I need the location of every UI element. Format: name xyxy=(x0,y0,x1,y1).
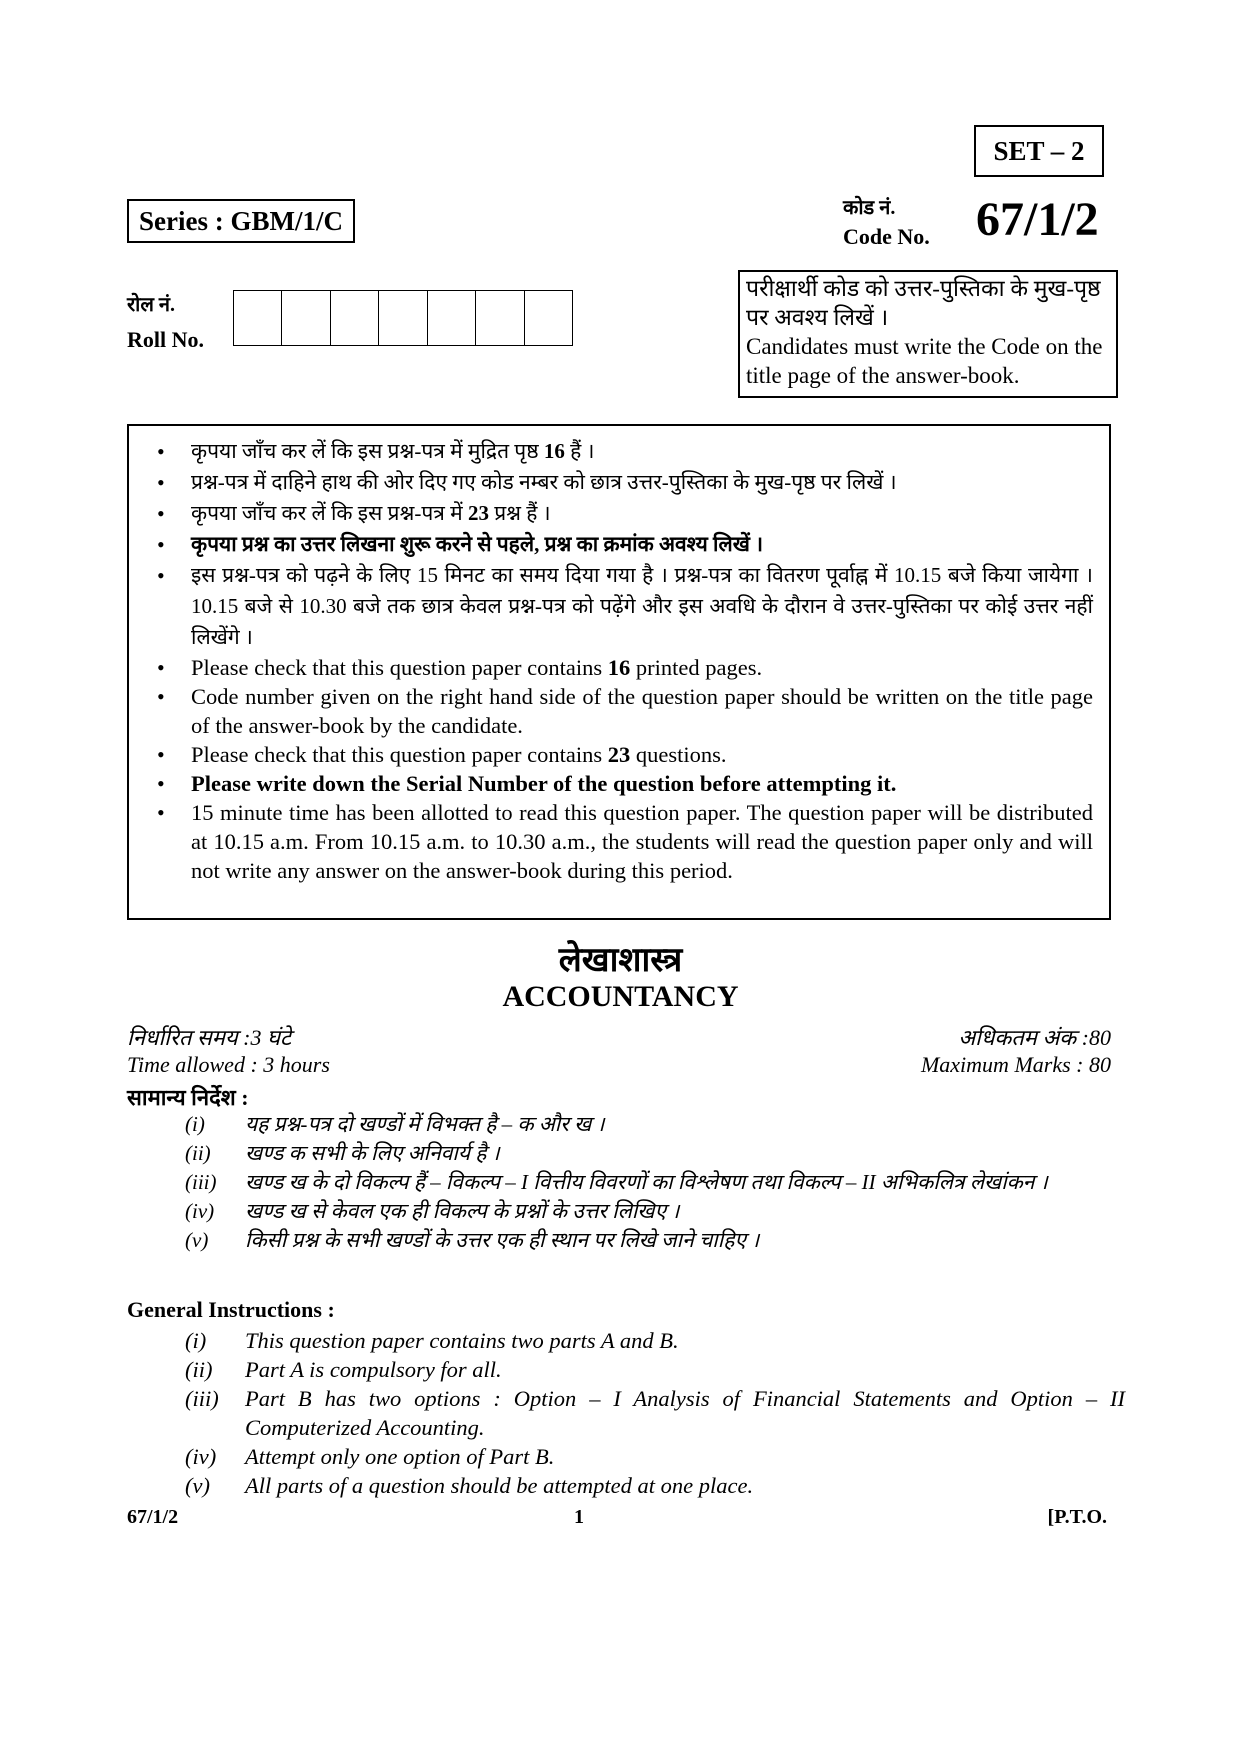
instructions-list xyxy=(149,436,1093,885)
time-allowed-hindi: निर्धारित समय :3 घंटे xyxy=(127,1025,292,1050)
instruction-text-pre: Please check that this question paper contains xyxy=(191,655,608,680)
instruction-item xyxy=(149,798,1093,885)
instruction-text-bold: 23 xyxy=(467,501,489,525)
instruction-text-post: questions. xyxy=(630,742,727,767)
instruction-text: All parts of a question should be attempted at one place. xyxy=(245,1473,754,1498)
roll-number-cell[interactable] xyxy=(525,291,573,345)
instruction-text-pre: कृपया जाँच कर लें कि इस प्रश्न-पत्र में xyxy=(191,501,468,525)
set-label: SET – 2 xyxy=(974,125,1104,177)
general-instruction-row xyxy=(185,1110,1125,1139)
roll-label-hindi: रोल नं. xyxy=(127,294,176,316)
instruction-item xyxy=(149,436,1093,467)
instruction-text-pre: 15 minute time has been allotted to read this question paper. The question paper will be distributed at 10.15 a.m. From 10.15 a.m. to 10.30 a.m., the students will read the question paper only and will not write any answer on the answer-book during this period. xyxy=(191,800,1093,883)
series-label: Series : GBM/1/C xyxy=(127,199,355,243)
roll-label-english: Roll No. xyxy=(127,327,204,352)
instruction-text-post: printed pages. xyxy=(630,655,763,680)
instruction-item xyxy=(149,467,1093,498)
roll-number-cell[interactable] xyxy=(476,291,524,345)
instruction-text-bold: 16 xyxy=(543,439,565,463)
general-instruction-row xyxy=(185,1168,1125,1197)
roll-number-cell[interactable] xyxy=(331,291,379,345)
instruction-number: (iv) xyxy=(185,1444,217,1469)
instruction-number: (ii) xyxy=(185,1141,211,1165)
page-number: 1 xyxy=(574,1506,584,1528)
instruction-text-bold: कृपया प्रश्न का उत्तर लिखना शुरू करने से पहले, प्रश्न का क्रमांक अवश्य लिखें । xyxy=(191,532,764,556)
instruction-text-post: हैं । xyxy=(564,439,595,463)
general-instruction-row xyxy=(185,1326,1125,1355)
time-allowed-english: Time allowed : 3 hours xyxy=(127,1052,330,1077)
subject-title-english: ACCOUNTANCY xyxy=(502,980,739,1013)
instruction-text-pre: Code number given on the right hand side of the question paper should be written on the title page of the answer-book by the candidate. xyxy=(191,684,1093,738)
instruction-text-pre: इस प्रश्न-पत्र को पढ़ने के लिए 15 मिनट का समय दिया गया है । प्रश्न-पत्र का वितरण पूर्वाह्न में 10.15 बजे किया जायेगा । 10.15 बजे से 10.30 बजे तक छात्र केवल प्रश्न-पत्र को पढ़ेंगे और इस अवधि के दौरान वे उत्तर-पुस्तिका पर कोई उत्तर नहीं लिखेंगे । xyxy=(191,563,1093,649)
general-instructions-hindi xyxy=(185,1110,1125,1255)
general-instruction-row xyxy=(185,1471,1125,1500)
instructions-box xyxy=(127,424,1111,920)
roll-number-cell[interactable] xyxy=(234,291,282,345)
instruction-number: (iii) xyxy=(185,1386,219,1411)
instruction-number: (v) xyxy=(185,1473,210,1498)
instruction-item xyxy=(149,498,1093,529)
instruction-text: Part A is compulsory for all. xyxy=(245,1357,502,1382)
instruction-text-bold: 16 xyxy=(607,655,631,680)
instruction-text: यह प्रश्न-पत्र दो खण्डों में विभक्त है – क और ख । xyxy=(245,1112,605,1136)
general-instruction-row xyxy=(185,1226,1125,1255)
instruction-text: खण्ड क सभी के लिए अनिवार्य है । xyxy=(245,1141,500,1165)
instruction-number: (v) xyxy=(185,1228,209,1252)
instruction-text: खण्ड ख से केवल एक ही विकल्प के प्रश्नों के उत्तर लिखिए । xyxy=(245,1199,680,1223)
roll-number-cell[interactable] xyxy=(282,291,330,345)
code-label-english: Code No. xyxy=(843,224,930,249)
roll-number-cell[interactable] xyxy=(379,291,427,345)
instruction-text: Attempt only one option of Part B. xyxy=(245,1444,555,1469)
instruction-text-post: प्रश्न हैं । xyxy=(488,501,551,525)
code-label-hindi: कोड नं. xyxy=(843,197,896,219)
instruction-text: This question paper contains two parts A and B. xyxy=(245,1328,679,1353)
instruction-number: (iii) xyxy=(185,1170,217,1194)
instruction-number: (iv) xyxy=(185,1199,215,1223)
instruction-text-pre: Please check that this question paper contains xyxy=(191,742,608,767)
instruction-text: किसी प्रश्न के सभी खण्डों के उत्तर एक ही स्थान पर लिखे जाने चाहिए । xyxy=(245,1228,760,1252)
max-marks-english: Maximum Marks : 80 xyxy=(920,1052,1111,1077)
instruction-number: (i) xyxy=(185,1112,205,1136)
footer-code: 67/1/2 xyxy=(127,1506,179,1528)
general-instruction-row xyxy=(185,1139,1125,1168)
general-instructions-hindi-heading: सामान्य निर्देश : xyxy=(127,1085,249,1110)
general-instruction-row xyxy=(185,1442,1125,1471)
roll-number-boxes[interactable] xyxy=(233,290,573,346)
general-instruction-row xyxy=(185,1355,1125,1384)
code-note-hindi: परीक्षार्थी कोड को उत्तर-पुस्तिका के मुख-पृष्ठ पर अवश्य लिखें । xyxy=(746,276,1101,330)
instruction-text-bold: Please write down the Serial Number of the question before attempting it. xyxy=(191,771,897,796)
instruction-text: Part B has two options : Option – I Analysis of Financial Statements and Option – II Computerized Accounting. xyxy=(245,1386,1125,1440)
code-number: 67/1/2 xyxy=(976,193,1099,246)
code-note-english: Candidates must write the Code on the title page of the answer-book. xyxy=(746,334,1103,388)
pto-label: [P.T.O. xyxy=(1047,1506,1107,1528)
max-marks-hindi: अधिकतम अंक :80 xyxy=(958,1025,1111,1050)
instruction-text-pre: प्रश्न-पत्र में दाहिने हाथ की ओर दिए गए कोड नम्बर को छात्र उत्तर-पुस्तिका के मुख-पृष्ठ पर लिखें । xyxy=(191,470,897,494)
instruction-text-bold: 23 xyxy=(607,742,631,767)
roll-number-cell[interactable] xyxy=(428,291,476,345)
code-note-box xyxy=(738,270,1118,398)
general-instruction-row xyxy=(185,1197,1125,1226)
subject-title-hindi: लेखाशास्त्र xyxy=(558,942,683,979)
instruction-item xyxy=(149,560,1093,653)
instruction-number: (ii) xyxy=(185,1357,213,1382)
instruction-text: खण्ड ख के दो विकल्प हैं – विकल्प – I वित्तीय विवरणों का विश्लेषण तथा विकल्प – II अभिकलित्र लेखांकन । xyxy=(245,1170,1048,1194)
instruction-item xyxy=(149,653,1093,682)
general-instruction-row xyxy=(185,1384,1125,1442)
general-instructions-english-heading: General Instructions : xyxy=(127,1297,335,1322)
instruction-number: (i) xyxy=(185,1328,207,1353)
instruction-text-pre: कृपया जाँच कर लें कि इस प्रश्न-पत्र में मुद्रित पृष्ठ xyxy=(191,439,544,463)
general-instructions-english xyxy=(185,1326,1125,1500)
instruction-item xyxy=(149,740,1093,769)
instruction-item xyxy=(149,769,1093,798)
instruction-item xyxy=(149,529,1093,560)
instruction-item xyxy=(149,682,1093,740)
